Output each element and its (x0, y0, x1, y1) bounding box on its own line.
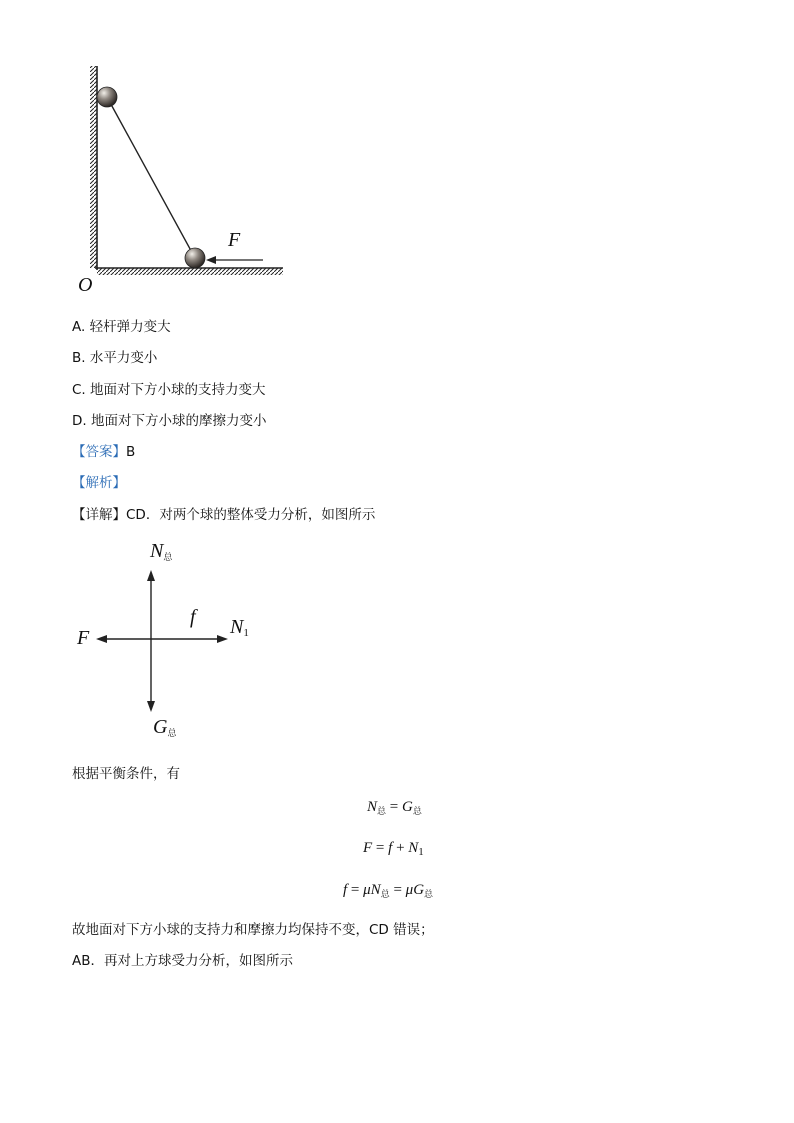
option-letter: D. (72, 413, 87, 429)
answer-label: 【答案】 (72, 444, 126, 460)
option-letter: C. (72, 382, 86, 398)
detail-label: 【详解】 (72, 507, 126, 523)
option-text: 地面对下方小球的支持力变大 (90, 382, 266, 398)
force-arrow (206, 256, 263, 264)
equation-3: $f = \mu N_总 = \mu G_总$ (343, 882, 434, 899)
lower-ball (185, 248, 205, 268)
option-letter: B. (72, 350, 86, 366)
f-left-label: F (77, 627, 90, 649)
g-total-label: $G_总$ (153, 716, 177, 738)
wall (90, 66, 97, 270)
analysis-label: 【解析】 (72, 475, 126, 491)
floor (95, 268, 283, 275)
option-text: 地面对下方小球的摩擦力变小 (90, 413, 267, 429)
answer-line (72, 443, 135, 461)
upper-ball (97, 87, 117, 107)
conclusion-text: 故地面对下方小球的支持力和摩擦力均保持不变，CD 错误； (72, 922, 434, 938)
option-d (72, 412, 266, 430)
analysis-line (72, 474, 126, 492)
light-rod (107, 97, 195, 258)
force-diagram (90, 560, 240, 720)
option-letter: A. (72, 319, 86, 335)
rod-balls-figure (70, 60, 300, 305)
option-c (72, 381, 266, 399)
option-b (72, 349, 157, 367)
detail-text: CD．对两个球的整体受力分析，如图所示 (126, 507, 376, 523)
force-label: F (228, 229, 241, 251)
option-a (72, 318, 171, 336)
answer-value: B (126, 444, 136, 460)
ab-analysis-text: AB．再对上方球受力分析，如图所示 (72, 953, 293, 969)
option-text: 水平力变小 (89, 350, 158, 366)
detail-line (72, 506, 375, 524)
equilibrium-text: 根据平衡条件，有 (72, 766, 180, 782)
option-text: 轻杆弹力变大 (89, 319, 171, 335)
origin-label: O (78, 274, 93, 296)
friction-label: f (190, 606, 196, 628)
equation-2: $F = f + N_1$ (363, 840, 424, 858)
n1-label: N1 (230, 616, 249, 639)
equation-1: $N_总 = G_总$ (367, 799, 422, 816)
n-total-label: $N_总$ (150, 540, 173, 562)
